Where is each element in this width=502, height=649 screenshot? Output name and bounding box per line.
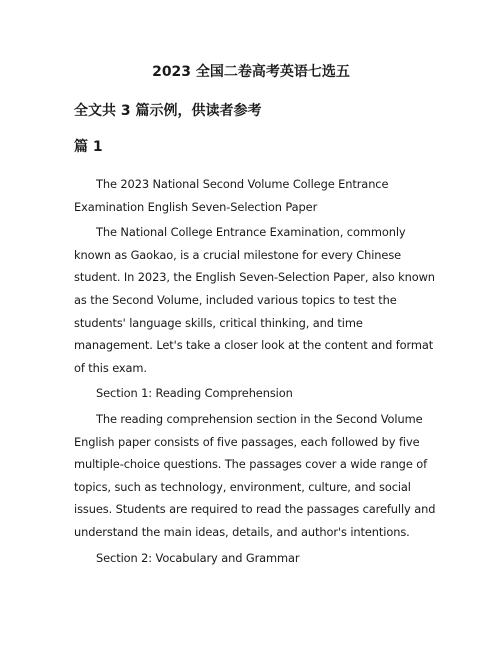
paragraph: Section 1: Reading Comprehension bbox=[96, 386, 293, 401]
document-title: 2023 全国二卷高考英语七选五 bbox=[152, 64, 350, 80]
document-subtitle: 全文共 3 篇示例，供读者参考 bbox=[74, 103, 262, 119]
paragraph: The National College Entrance Examination, commonly known as Gaokao, is a crucial milestone for every Chinese student. In 2023, the English Seven-Selection Paper, also known as the Second Volume, included various topics to test the students' language skills, critical thinking, and time management. Let's take a closer look at the content and format of this exam. bbox=[74, 225, 435, 375]
paragraph: The 2023 National Second Volume College Entrance Examination English Seven-Selection Paper bbox=[74, 177, 389, 214]
section-heading: 篇 1 bbox=[74, 139, 103, 155]
document-body bbox=[74, 173, 438, 569]
paragraph: The reading comprehension section in the Second Volume English paper consists of five passages, each followed by five multiple-choice questions. The passages cover a wide range of topics, such as technology, environment, culture, and social issues. Students are required to read the passages carefully and understand the main ideas, details, and author's intentions. bbox=[74, 411, 436, 539]
paragraph: Section 2: Vocabulary and Grammar bbox=[96, 550, 300, 565]
